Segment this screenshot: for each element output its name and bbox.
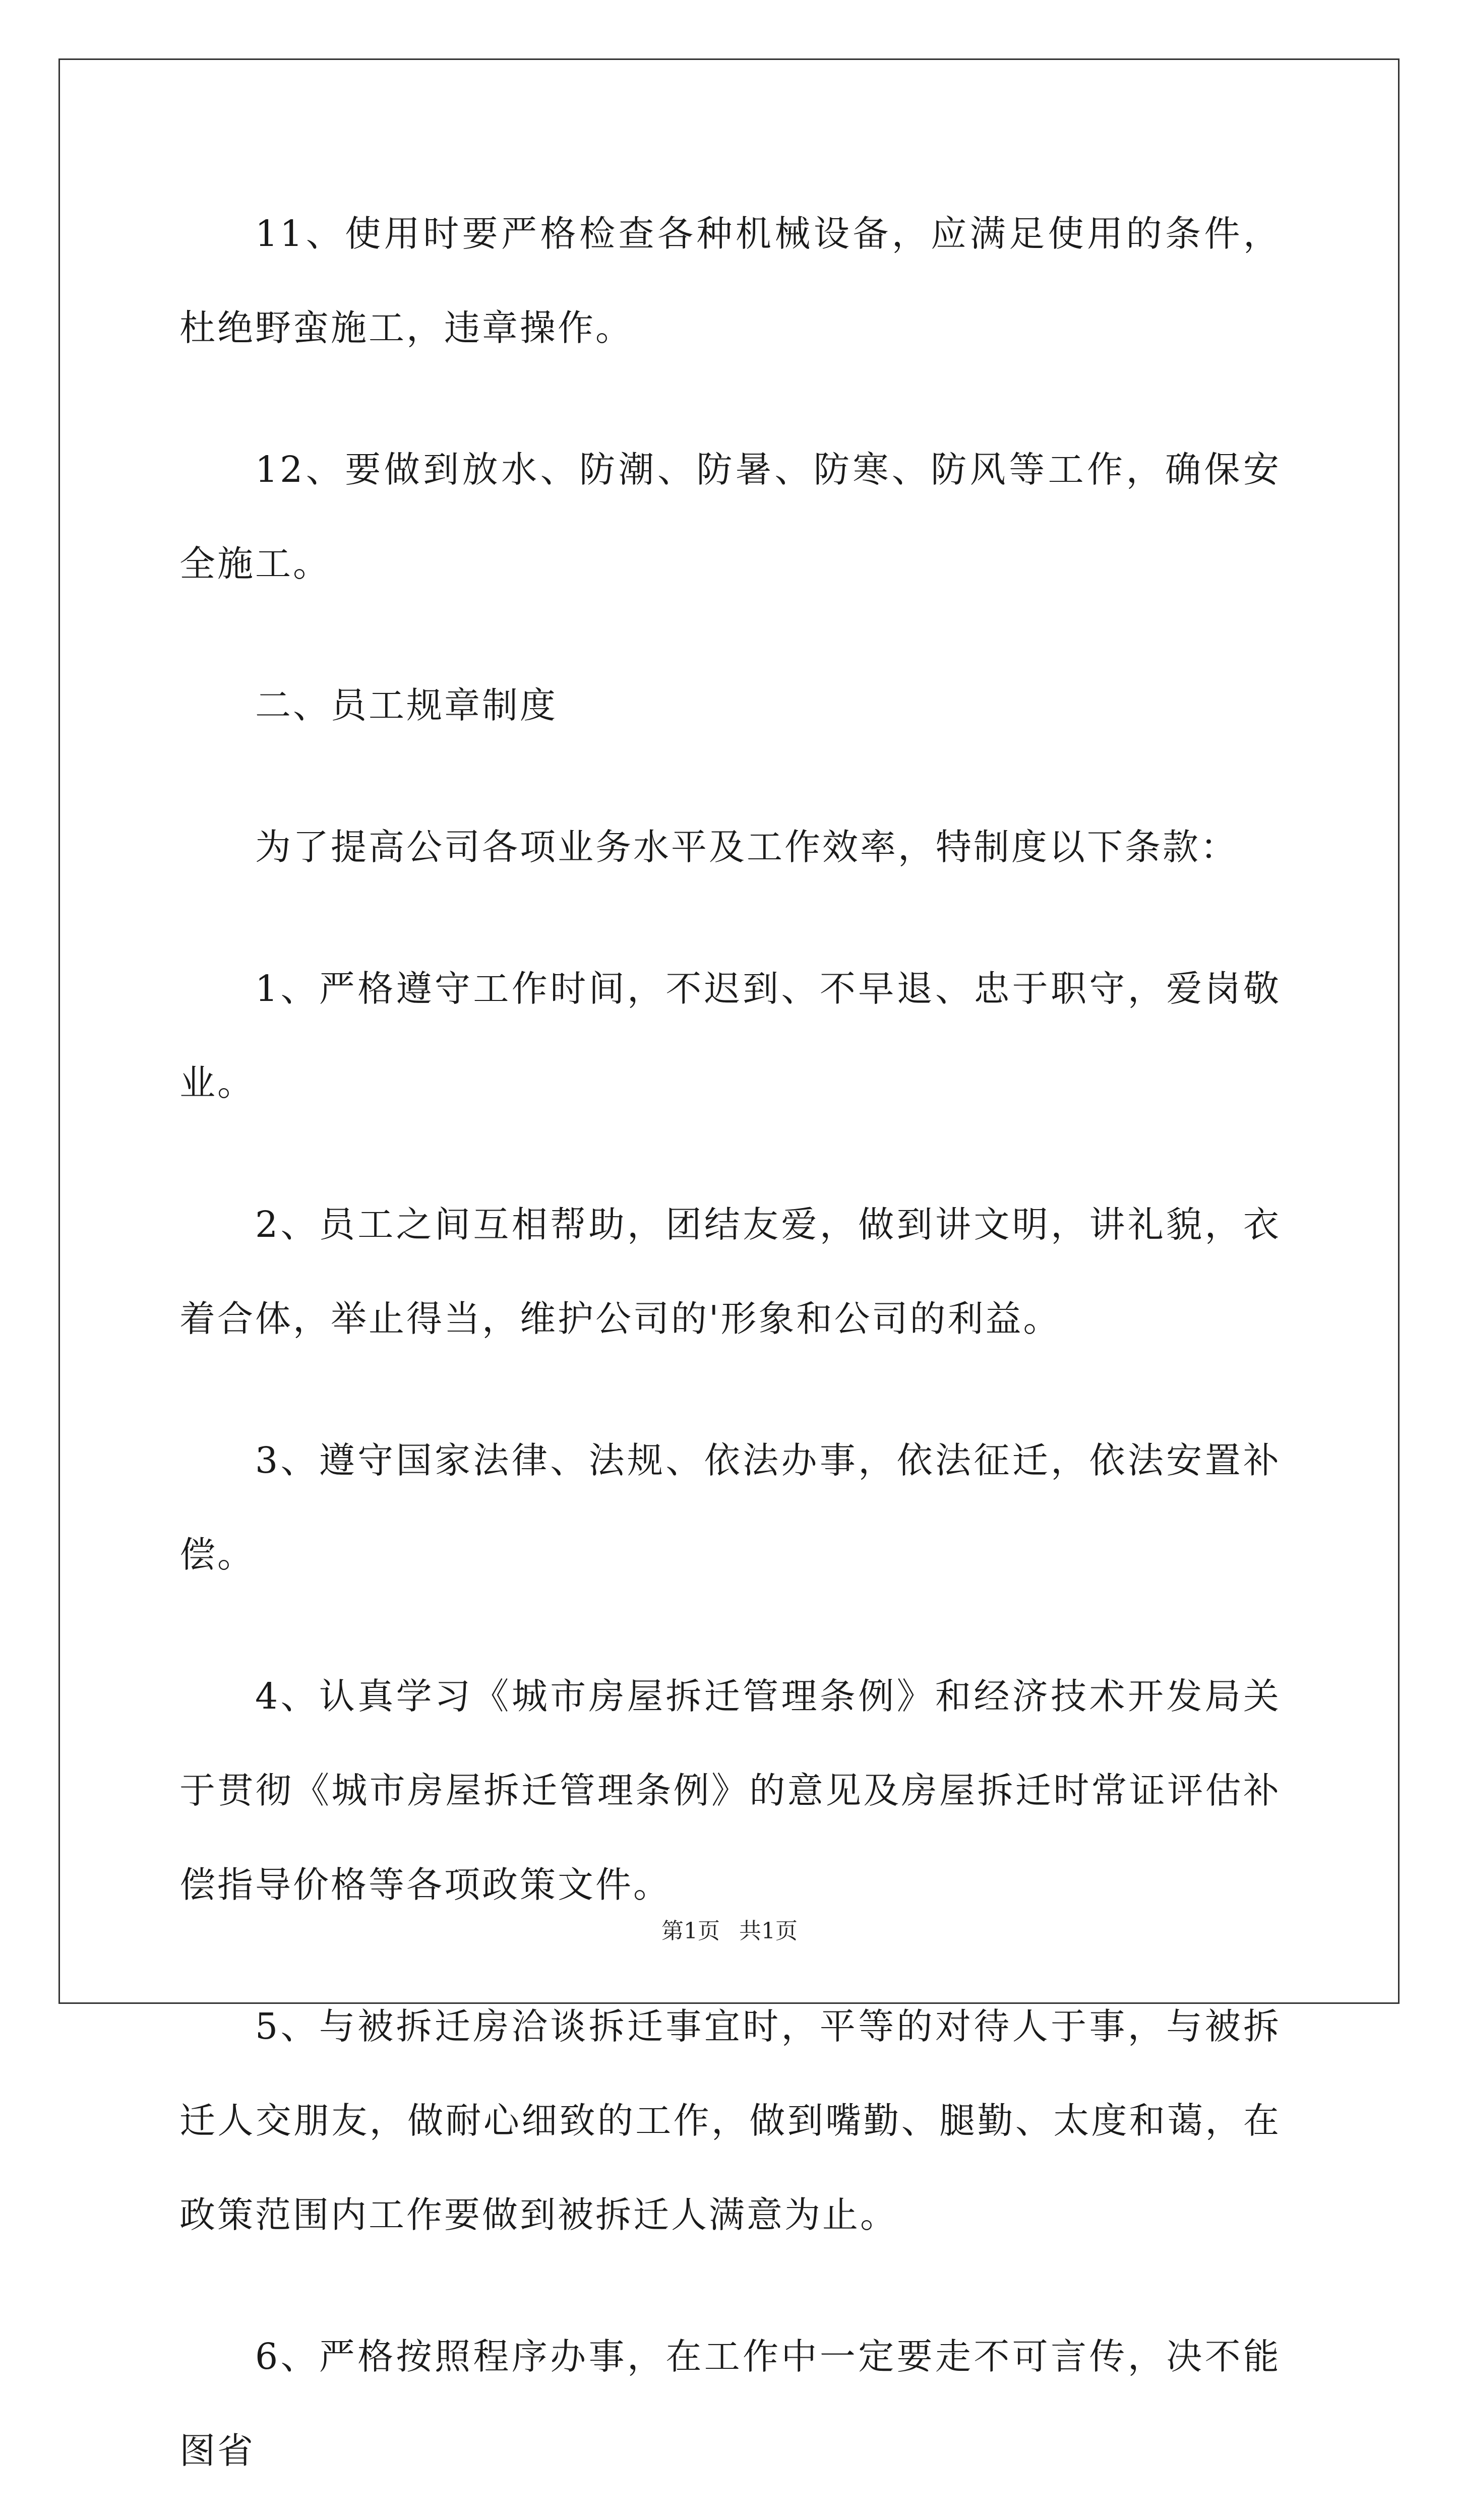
paragraph-rule-6: 6、严格按照程序办事，在工作中一定要走不可言传，决不能图省 <box>179 2336 1281 2472</box>
paragraph-rule-3: 3、遵守国家法律、法规、依法办事，依法征迁，依法安置补偿。 <box>179 1439 1281 1576</box>
page-footer <box>0 1913 1459 1945</box>
section-heading: 二、员工规章制度 <box>255 684 558 726</box>
section-intro: 为了提高公司各项业务水平及工作效率，特制度以下条款： <box>255 826 1239 868</box>
paragraph-rule-4: 4、认真学习《城市房屋拆迁管理条例》和经济技术开发局关于贯彻《城市房屋拆迁管理条例》的意见及房屋拆迁时常证评估补偿指导价格等各项政策文件。 <box>179 1675 1281 1906</box>
paragraph-rule-1: 1、严格遵守工作时间，不迟到、不早退、忠于职守，爱岗敬业。 <box>179 968 1281 1104</box>
document-body <box>179 186 1281 2520</box>
paragraph-item-12: 12、要做到放水、防潮、防暑、防寒、防风等工作，确保安全施工。 <box>179 449 1281 585</box>
page-number-total: 共1页 <box>739 1918 798 1944</box>
paragraph-item-11: 11、使用时要严格检查各种机械设备，应满足使用的条件，杜绝野蛮施工，违章操作。 <box>179 213 1281 349</box>
paragraph-rule-5: 5、与被拆迁房洽谈拆迁事宜时，平等的对待人于事，与被拆迁人交朋友，做耐心细致的工作，做到嘴勤、腿勤、太度和蔼，在政策范围内工作要做到被拆迁人满意为止。 <box>179 2005 1281 2236</box>
paragraph-rule-2: 2、员工之间互相帮助，团结友爱，做到讲文明，讲礼貌，衣着合体，举止得当，维护公司的'形象和公司的利益。 <box>179 1204 1281 1340</box>
page-number-current: 第1页 <box>661 1918 720 1944</box>
